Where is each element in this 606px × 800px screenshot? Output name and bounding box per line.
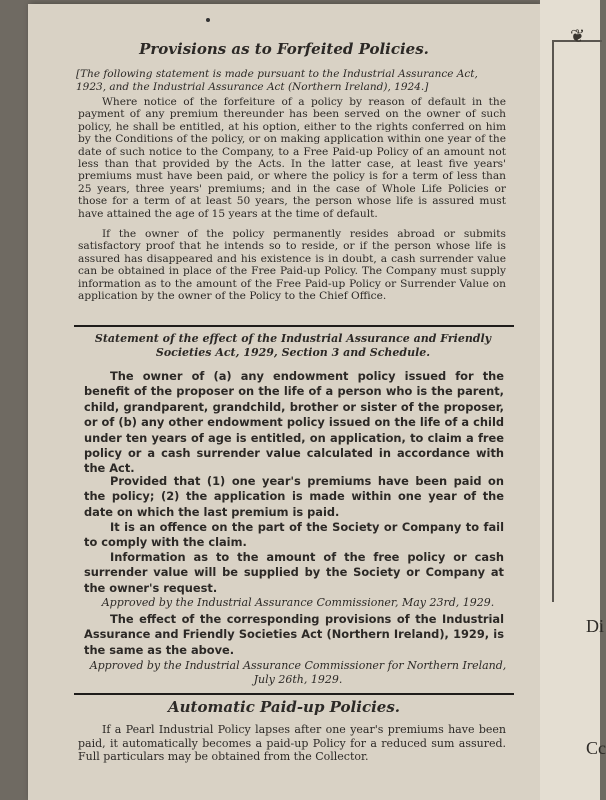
paragraph-endowment-owner: The owner of (a) any endowment policy issued for the benefit of the proposer on the life of a person who is the parent, child, grandparent, grandchild, brother or sister of the proposer, or of (b) any other endowment policy issued on the life of a child under ten years of age is entitled, on application, to claim a free policy or a cash surrender value calculated in accordance with the Act. — [84, 369, 504, 476]
paragraph-automatic-paid-up: If a Pearl Industrial Policy lapses after one year's premiums have been paid, it automatically becomes a paid-up Policy for a reduced sum assured. Full particulars may be obtained from the Collector. — [78, 723, 506, 764]
approval-note-2: Approved by the Industrial Assurance Commissioner for Northern Ireland, July 26th, 1929. — [89, 659, 507, 686]
statutory-note: [The following statement is made pursuant to the Industrial Assurance Act, 1923, and the Industrial Assurance Act (Northern Ireland), 1924.] — [76, 68, 478, 93]
divider-rule — [74, 693, 514, 695]
paragraph-provided-that: Provided that (1) one year's premiums have been paid on the policy; (2) the application is made within one year of the date on which the last premium is paid. — [84, 474, 504, 519]
document-page — [28, 4, 540, 800]
page-border — [552, 40, 602, 602]
adjacent-page-edge — [540, 0, 606, 800]
divider-rule — [74, 325, 514, 327]
page-fragment-text: Di — [586, 616, 604, 636]
paragraph-forfeiture-notice: Where notice of the forfeiture of a policy by reason of default in the payment of any premium thereunder has been served on the owner of such policy, he shall be entitled, at his option, either to the rights conferred on him by the Conditions of the policy, or on making application within one year of the date of such notice to the Company, to a Free Paid-up Policy of an amount not less than that provided by the Acts. In the latter case, at least five years' premiums must have been paid, or where the policy is for a term of less than 25 years, three years' premiums; and in the case of Whole Life Policies or those for a term of at least 50 years, the person whose life is assured must have attained the age of 15 years at the time of default. — [78, 96, 506, 220]
section-title-automatic-paid-up: Automatic Paid-up Policies. — [168, 698, 400, 716]
paragraph-offence: It is an offence on the part of the Society or Company to fail to comply with the claim. — [84, 520, 504, 550]
statement-title: Statement of the effect of the Industrial Assurance and Friendly Societies Act, 1929, Section 3 and Schedule. — [94, 332, 492, 359]
ornament-icon: ❦ — [570, 26, 586, 47]
paragraph-abroad-surrender: If the owner of the policy permanently resides abroad or submits satisfactory proof that he intends so to reside, or if the person whose life is assured has disappeared and his existence is in doubt, a cash surrender value can be obtained in place of the Free Paid-up Policy. The Company must supply information as to the amount of the Free Paid-up Policy or Surrender Value on application by the owner of the Policy to the Chief Office. — [78, 228, 506, 303]
paragraph-northern-ireland: The effect of the corresponding provisions of the Industrial Assurance and Friendly Societies Act (Northern Ireland), 1929, is the same as the above. — [84, 612, 504, 657]
approval-note-1: Approved by the Industrial Assurance Commissioner, May 23rd, 1929. — [101, 596, 495, 609]
section-title-forfeited-policies: Provisions as to Forfeited Policies. — [139, 40, 429, 58]
paragraph-information: Information as to the amount of the free policy or cash surrender value will be supplied by the Society or Company at the owner's request. — [84, 550, 504, 595]
page-fragment-text: Cc — [586, 738, 606, 758]
